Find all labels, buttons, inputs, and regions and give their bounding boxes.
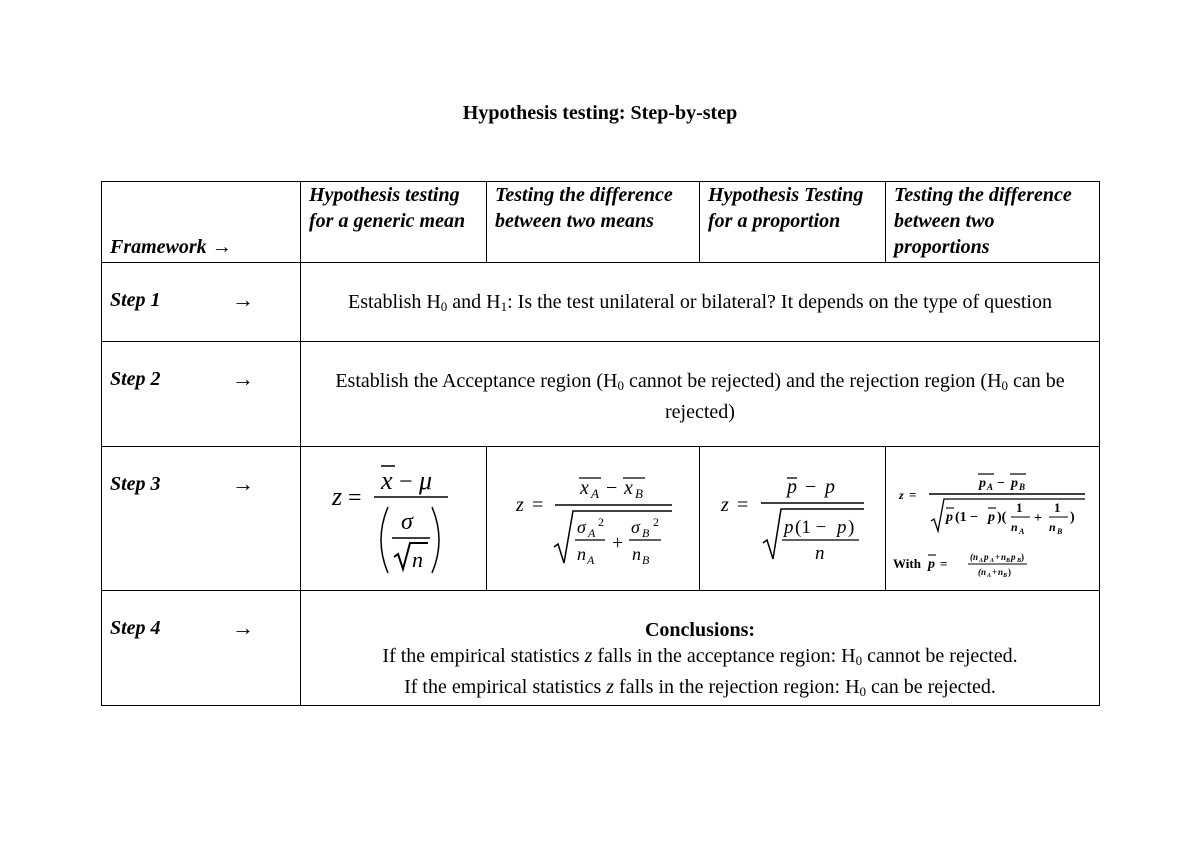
- svg-text:A: A: [986, 482, 993, 492]
- svg-text:A: A: [590, 486, 599, 501]
- svg-text:+: +: [1033, 511, 1042, 526]
- svg-text:=: =: [736, 494, 748, 516]
- step-3-cell: [102, 447, 301, 591]
- svg-text:n: n: [1010, 520, 1018, 534]
- svg-text:1: 1: [1053, 500, 1060, 515]
- z-formula-two-means-image: [488, 447, 699, 585]
- step-4-label: Step 4: [110, 617, 161, 639]
- with-label: With: [892, 556, 921, 571]
- svg-text:x: x: [623, 477, 633, 499]
- svg-text:)(: )(: [996, 510, 1006, 525]
- svg-text:(n: (n: [977, 567, 986, 577]
- svg-text:A: A: [587, 526, 595, 540]
- arrow-right-icon: →: [211, 236, 232, 258]
- svg-text:): ): [847, 517, 854, 538]
- svg-text:p: p: [983, 552, 988, 562]
- svg-text:z: z: [720, 494, 729, 516]
- header-row: [102, 182, 1100, 263]
- svg-text:1: 1: [1015, 500, 1022, 515]
- step-1-text: Establish $H_0$ and $H_1$: Is the test unilateral or bilateral? It depends on the type of question: [301, 263, 1100, 342]
- svg-text:p: p: [945, 510, 953, 525]
- step-4-row: [102, 591, 1100, 706]
- svg-text:B: B: [1005, 558, 1010, 564]
- svg-text:p: p: [927, 557, 935, 572]
- svg-text:n: n: [1000, 552, 1006, 562]
- conclusion-line-1: If the empirical statistics z falls in the acceptance region: $H_0$ cannot be rejected.: [382, 645, 1018, 668]
- svg-text:2: 2: [652, 515, 659, 529]
- svg-text:z: z: [331, 482, 342, 511]
- step-4-text: [301, 591, 1100, 706]
- svg-text:A: A: [586, 553, 594, 567]
- z-formula-mean-image: [302, 447, 486, 585]
- svg-text:=: =: [347, 485, 362, 511]
- svg-text:x: x: [380, 466, 393, 495]
- step-1-cell: [102, 263, 301, 342]
- svg-text:z: z: [515, 494, 524, 516]
- step-3-row: [102, 447, 1100, 591]
- svg-text:−: −: [605, 477, 617, 499]
- col-header-two-means: Testing the difference between two means: [487, 182, 700, 263]
- arrow-right-icon: →: [232, 287, 254, 312]
- svg-text:A: A: [989, 558, 994, 564]
- svg-text:n: n: [631, 544, 641, 564]
- svg-text:σ: σ: [630, 517, 640, 537]
- svg-text:n: n: [576, 544, 586, 564]
- svg-text:p: p: [783, 517, 793, 538]
- svg-text:−: −: [398, 469, 413, 495]
- formula-two-proportions: [886, 447, 1100, 591]
- svg-text:p: p: [1010, 476, 1018, 491]
- framework-header: [102, 182, 301, 263]
- step-2-row: [102, 342, 1100, 447]
- arrow-right-icon: →: [232, 615, 254, 640]
- step-1-label: Step 1: [110, 289, 161, 311]
- step-2-text: Establish the Acceptance region ($H_0$ cannot be rejected) and the rejection region ($H_0$ can be rejected): [301, 342, 1100, 447]
- step-4-cell: [102, 591, 301, 706]
- svg-text:2: 2: [597, 515, 604, 529]
- step-2-label: Step 2: [110, 368, 161, 390]
- conclusions-heading: Conclusions:: [644, 619, 756, 641]
- svg-text:p: p: [1010, 552, 1015, 562]
- step-3-label: Step 3: [110, 473, 161, 495]
- svg-text:p: p: [836, 517, 846, 538]
- formula-two-means: [487, 447, 700, 591]
- col-header-proportion: Hypothesis Testing for a proportion: [700, 182, 886, 263]
- svg-text:p: p: [978, 476, 986, 491]
- svg-text:B: B: [641, 526, 649, 540]
- formula-generic-mean: [301, 447, 487, 591]
- page-title: Hypothesis testing: Step-by-step: [462, 102, 738, 124]
- arrow-right-icon: →: [232, 471, 254, 496]
- svg-text:B: B: [1056, 527, 1062, 536]
- svg-text:x: x: [579, 477, 589, 499]
- svg-text:σ: σ: [576, 517, 586, 537]
- svg-text:A: A: [1018, 527, 1024, 536]
- z-formula-proportion-image: [701, 447, 885, 585]
- svg-text:B: B: [634, 486, 643, 501]
- step-1-row: [102, 263, 1100, 342]
- svg-text:): ): [1020, 552, 1024, 562]
- svg-text:=: =: [531, 494, 543, 516]
- svg-text:p: p: [987, 510, 995, 525]
- svg-text:+: +: [611, 532, 623, 554]
- svg-text:p: p: [786, 476, 797, 498]
- formula-proportion: [700, 447, 886, 591]
- svg-text:A: A: [986, 573, 991, 579]
- conclusion-line-2: If the empirical statistics z falls in the rejection region: $H_0$ can be rejected.: [404, 676, 996, 699]
- svg-text:(1 −: (1 −: [954, 510, 978, 525]
- svg-text:σ: σ: [400, 509, 413, 535]
- step-2-cell: [102, 342, 301, 447]
- svg-text:μ: μ: [418, 466, 432, 495]
- hypothesis-table: [101, 181, 1100, 706]
- svg-text:z: z: [898, 488, 904, 502]
- svg-text:n: n: [411, 547, 423, 572]
- svg-text:−: −: [996, 476, 1005, 491]
- svg-text:B: B: [1016, 558, 1021, 564]
- svg-text:=: =: [939, 556, 947, 571]
- z-formula-two-proportions-image: [887, 447, 1099, 585]
- svg-text:+: +: [994, 552, 1000, 562]
- svg-text:A: A: [978, 558, 983, 564]
- svg-text:=: =: [908, 487, 916, 502]
- svg-text:): ): [1007, 567, 1011, 577]
- svg-text:−: −: [804, 476, 816, 498]
- svg-text:(1 −: (1 −: [794, 517, 826, 538]
- svg-text:n: n: [814, 543, 824, 564]
- svg-text:n: n: [1048, 520, 1056, 534]
- svg-text:): ): [1069, 510, 1075, 525]
- svg-text:B: B: [641, 553, 649, 567]
- svg-text:n: n: [997, 567, 1003, 577]
- col-header-generic-mean: Hypothesis testing for a generic mean: [301, 182, 487, 263]
- svg-text:+: +: [991, 567, 997, 577]
- svg-text:B: B: [1018, 482, 1025, 492]
- arrow-right-icon: →: [232, 366, 254, 391]
- svg-text:(n: (n: [969, 552, 978, 562]
- framework-label: Framework: [110, 236, 207, 258]
- svg-text:B: B: [1002, 573, 1007, 579]
- svg-text:p: p: [824, 476, 835, 498]
- col-header-two-proportions: Testing the difference between two proportions: [886, 182, 1100, 263]
